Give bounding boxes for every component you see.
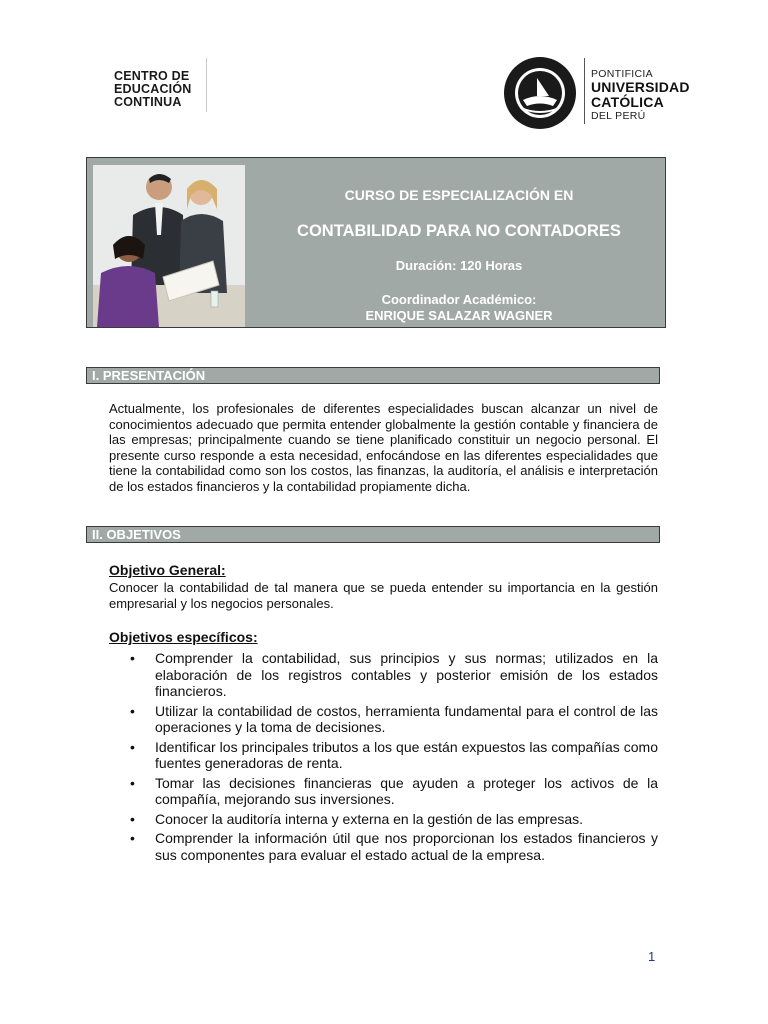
pucp-logo-text	[591, 68, 690, 122]
objetivo-general-heading: Objetivo General:	[109, 562, 226, 578]
logo-divider	[206, 58, 207, 112]
page-number: 1	[648, 949, 656, 964]
list-item: • Conocer la auditoría interna y externa en la gestión de las empresas.	[130, 810, 584, 827]
objetivos-especificos-list	[130, 650, 658, 866]
section-heading-presentacion: I. PRESENTACIÓN	[86, 367, 660, 384]
bullet-icon: •	[130, 774, 135, 791]
bullet-icon: •	[130, 830, 135, 846]
list-item: • Comprender la información útil que nos proporcionan los estados financieros y sus componentes para evaluar el estado actual de la empresa.	[130, 830, 658, 863]
section-heading-objetivos: II. OBJETIVOS	[86, 526, 660, 543]
logo-line-2: EDUCACIÓN	[114, 82, 192, 96]
objetivo-general-text: Conocer la contabilidad de tal manera que se pueda entender su importancia en la gestión empresarial y los negocios personales.	[109, 580, 658, 611]
list-item: • Identificar los principales tributos a los que están expuestos las compañías como fuentes generadoras de renta.	[130, 738, 658, 771]
pucp-line-1: PONTIFICIA	[591, 68, 653, 80]
course-type: CURSO DE ESPECIALIZACIÓN EN	[344, 187, 574, 203]
coordinator-label: Coordinador Académico:	[381, 292, 537, 307]
bullet-icon: •	[130, 810, 135, 827]
university-seal-icon	[503, 56, 577, 130]
course-title: CONTABILIDAD PARA NO CONTADORES	[297, 222, 621, 240]
course-duration: Duración: 120 Horas	[395, 258, 523, 273]
cec-logo	[114, 70, 214, 109]
bullet-icon: •	[130, 702, 135, 719]
pucp-line-2: UNIVERSIDAD	[591, 79, 690, 95]
list-item: • Tomar las decisiones financieras que ayuden a proteger los activos de la compañía, mejorando sus inversiones.	[130, 774, 658, 807]
logo-line-1: CENTRO DE	[114, 69, 190, 83]
coordinator-name: ENRIQUE SALAZAR WAGNER	[365, 308, 553, 323]
objetivos-especificos-heading: Objetivos específicos:	[109, 629, 258, 645]
pucp-line-4: DEL PERÚ	[591, 110, 646, 122]
list-item: • Comprender la contabilidad, sus principios y sus normas; utilizados en la elaboración de los registros contables y posterior emisión de los estados financieros.	[130, 650, 658, 699]
business-people-photo	[93, 165, 245, 327]
pucp-divider	[584, 58, 585, 124]
logo-line-3: CONTINUA	[114, 95, 182, 109]
list-item: • Utilizar la contabilidad de costos, herramienta fundamental para el control de las operaciones y la toma de decisiones.	[130, 702, 658, 735]
bullet-icon: •	[130, 738, 135, 755]
bullet-icon: •	[130, 650, 135, 666]
pucp-line-3: CATÓLICA	[591, 94, 664, 110]
presentacion-text: Actualmente, los profesionales de diferentes especialidades buscan alcanzar un nivel de conocimientos adecuado que permita entender globalmente la gestión contable y financiera de las empresas; principalmente cuando se tiene planificado constituir un negocio personal. El presente curso responde a esta necesidad, enfocándose en las diferentes especialidades que tiene la contabilidad como son los costos, las finanzas, la auditoría, el análisis e interpretación de los estados financieros y la contabilidad propiamente dicha.	[109, 401, 658, 494]
